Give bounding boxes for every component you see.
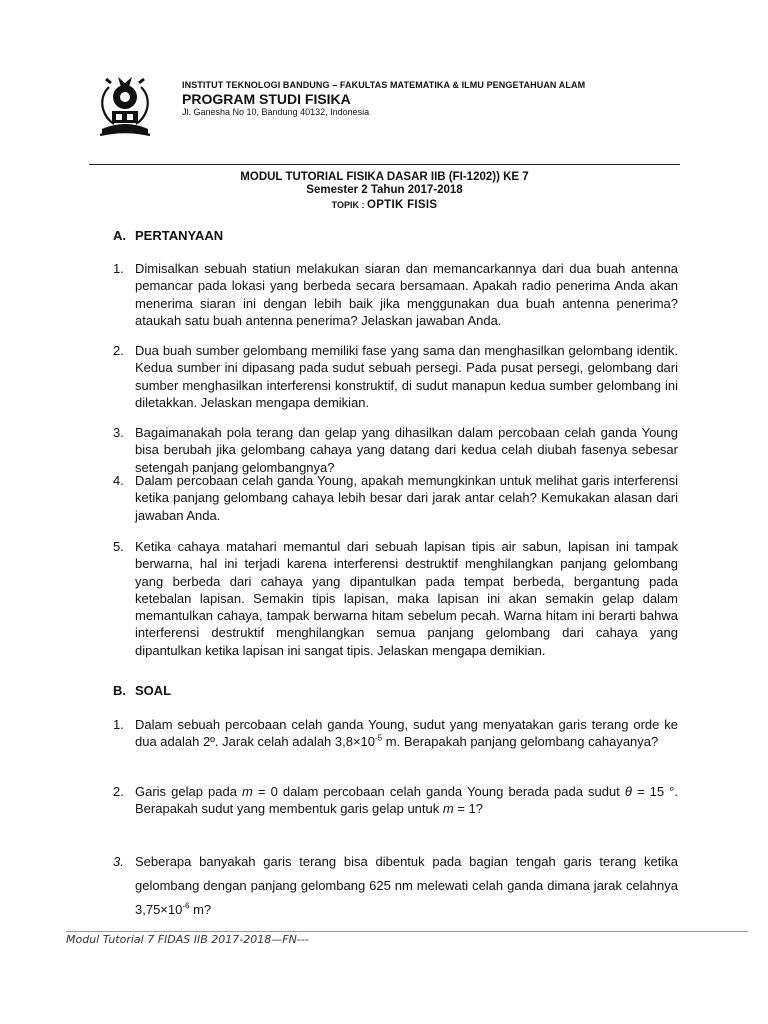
problem-text-part: = 0 dalam percobaan celah ganda Young berada pada sudut [252, 784, 625, 799]
question-text: Dalam percobaan celah ganda Young, apakah memungkinkan untuk melihat garis interferensi ketika panjang gelombang cahaya lebih besar dari jarak antar celah? Kemukakan alasan dari jawaban Anda. [135, 473, 678, 523]
problem-number: 3. [113, 854, 124, 869]
problem-item [113, 716, 678, 751]
problem-text-part: m. Berapakah panjang gelombang cahayanya? [382, 734, 659, 750]
section-a-label: A. [113, 228, 126, 243]
problem-text-part: m? [189, 902, 212, 917]
semester-line: Semester 2 Tahun 2017-2018 [306, 184, 463, 196]
section-a-title: PERTANYAAN [135, 228, 224, 243]
question-number: 3. [113, 425, 124, 440]
problem-text [135, 783, 678, 818]
problem-item [113, 783, 678, 818]
variable-m: m [442, 801, 454, 817]
module-title: MODUL TUTORIAL FISIKA DASAR IIB (FI-1202)) KE 7 [240, 171, 529, 183]
footer-text: Modul Tutorial 7 FIDAS IIB 2017-2018—FN--- [66, 933, 309, 946]
question-number: 5. [113, 539, 124, 554]
question-item [113, 424, 678, 476]
problem-text-part: = 15 °. Berapakah sudut yang membentuk garis gelap untuk [135, 784, 678, 817]
question-text: Dimisalkan sebuah statiun melakukan siaran dan memancarkannya dari dua buah antenna pemancar pada lokasi yang berbeda secara bersamaan. Apakah radio penerima Anda akan menerima siaran ini dengan lebih baik jika menggunakan dua buah antenna penerima? ataukah satu buah antenna penerima? Jelaskan jawaban Anda. [135, 261, 678, 328]
section-b-heading [113, 683, 171, 698]
question-item [113, 472, 678, 524]
question-number: 1. [113, 261, 124, 276]
problem-item [113, 850, 678, 922]
itb-logo-icon [96, 73, 154, 141]
footer-divider [66, 931, 748, 932]
section-b-label: B. [113, 683, 126, 698]
topic-line [89, 199, 680, 211]
address: Jl. Ganesha No 10, Bandung 40132, Indonesia [182, 107, 370, 117]
exponent: -5 [375, 733, 383, 743]
topic-label: TOPIK : [331, 200, 365, 210]
header-divider [89, 164, 680, 165]
problem-text [135, 716, 678, 751]
question-text: Dua buah sumber gelombang memiliki fase yang sama dan menghasilkan gelombang identik. Kedua sumber ini dipasang pada sudut sebuah persegi. Pada pusat persegi, gelombang dari sumber menghasilkan interferensi konstruktif, di sudut manapun kedua sumber gelombang ini diletakkan. Jelaskan mengapa demikian. [135, 343, 678, 410]
problem-number: 2. [113, 784, 124, 799]
variable-theta: θ [624, 784, 632, 799]
question-text: Ketika cahaya matahari memantul dari sebuah lapisan tipis air sabun, lapisan ini tampak berwarna, hal ini terjadi karena interferensi destruktif menghilangkan panjang gelombang yang berbeda dari cahaya yang dipantulkan pada tempat berbeda, bergantung pada ketebalan lapisan. Semakin tipis lapisan, maka lapisan ini akan semakin gelap dalam memantulkan cahaya, tampak berwarna hitam sebelum pecah. Warna hitam ini berarti bahwa interferensi destruktif menghilangkan semua panjang gelombang dari cahaya yang dipantulkan ketika lapisan ini sangat tipis. Jelaskan mengapa demikian. [135, 539, 678, 658]
question-text: Bagaimanakah pola terang dan gelap yang dihasilkan dalam percobaan celah ganda Young bisa berubah jika gelombang cahaya yang datang dari kedua celah diubah fasenya sebesar setengah panjang gelombangnya? [135, 425, 678, 475]
problem-text-part: = 1? [453, 801, 483, 817]
problem-text-part: Seberapa banyakah garis terang bisa dibentuk pada bagian tengah garis terang ketika gelombang dengan panjang gelombang 625 nm melewati celah ganda dimana jarak celahnya 3,75×10 [135, 854, 678, 917]
problem-text-part: Garis gelap pada [135, 784, 242, 799]
question-item [113, 538, 678, 659]
problem-text [135, 850, 678, 922]
section-b-title: SOAL [135, 683, 172, 698]
variable-m: m [242, 784, 253, 799]
institution-name: INSTITUT TEKNOLOGI BANDUNG – FAKULTAS MATEMATIKA & ILMU PENGETAHUAN ALAM [182, 80, 586, 90]
topic-value: OPTIK FISIS [366, 199, 438, 211]
question-item [113, 342, 678, 411]
question-item [113, 260, 678, 329]
question-number: 4. [113, 473, 124, 488]
problem-number: 1. [113, 717, 124, 732]
section-a-heading [113, 228, 223, 243]
question-number: 2. [113, 343, 124, 358]
program-name: PROGRAM STUDI FISIKA [182, 91, 351, 107]
exponent: -6 [182, 901, 190, 911]
problem-text-part: Dalam sebuah percobaan celah ganda Young, sudut yang menyatakan garis terang orde ke dua adalah 2º. Jarak celah adalah 3,8×10 [135, 717, 678, 750]
